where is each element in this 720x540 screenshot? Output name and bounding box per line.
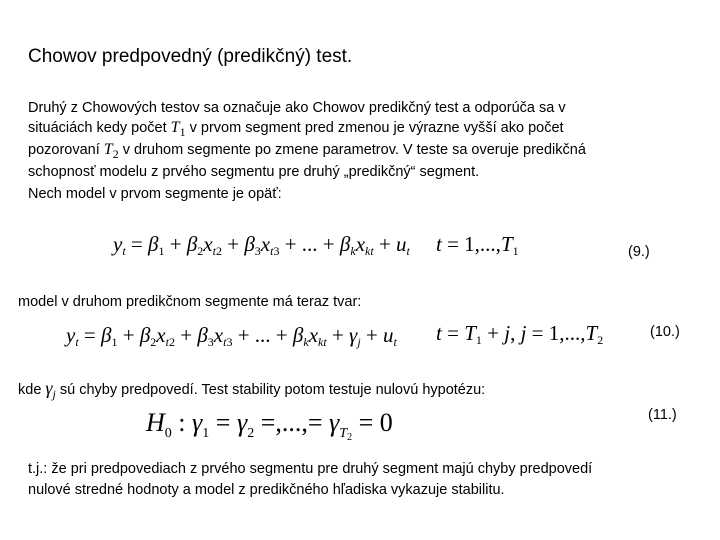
paragraph-line-3b: v druhom segmente po zmene parametrov. V teste sa overuje predikčná bbox=[122, 142, 586, 158]
kde-text: sú chyby predpovedí. Test stability potom testuje nulovú hypotézu: bbox=[59, 382, 486, 398]
equation-9-number: (9.) bbox=[628, 244, 650, 260]
equation-10-number: (10.) bbox=[650, 324, 680, 340]
symbol-gamma-j: $\gamma_j$ bbox=[45, 378, 56, 401]
text-model-second-segment: model v druhom predikčnom segmente má teraz tvar: bbox=[18, 294, 362, 310]
symbol-T2: $T_2$ bbox=[103, 141, 119, 161]
paragraph-line-2 bbox=[28, 118, 564, 138]
paragraph-line-2a: situáciách kedy počet bbox=[28, 120, 167, 136]
paragraph-line-1: Druhý z Chowových testov sa označuje ako Chowov predikčný test a odporúča sa v bbox=[28, 100, 566, 116]
symbol-T1: $T_1$ bbox=[170, 119, 186, 139]
equation-9-range: $t = 1,...,T_1$ bbox=[436, 232, 519, 258]
equation-9: $y_t = \beta_1 + \beta_2x_{t2} + \beta_3x_{t3}$ + ... + $\beta_kx_{kt} + u_t$ bbox=[113, 232, 410, 258]
equation-10: $y_t = \beta_1 + \beta_2x_{t2} + \beta_3x_{t3}$ + ... + $\beta_kx_{kt} + \gamma_j + u_t$ bbox=[66, 323, 397, 349]
equation-11: $H_0$ : $\gamma_1 = \gamma_2$ =,...,= $\gamma_{T_2} = 0$ bbox=[146, 408, 393, 443]
conclusion-line-1: t.j.: že pri predpovediach z prvého segmentu pre druhý segment majú chyby predpovedí bbox=[28, 461, 593, 477]
paragraph-line-3 bbox=[28, 140, 586, 160]
paragraph-line-3a: pozorovaní bbox=[28, 142, 100, 158]
paragraph-line-2b: v prvom segment pred zmenou je výrazne vyšší ako počet bbox=[189, 120, 564, 136]
equation-10-range: $t = T_1 + j$, $j = 1,...,T_2$ bbox=[436, 321, 604, 347]
paragraph-line-4: schopnosť modelu z prvého segmentu pre druhý „predikčný“ segment. bbox=[28, 164, 480, 180]
equation-11-number: (11.) bbox=[648, 407, 677, 423]
paragraph-line-5: Nech model v prvom segmente je opäť: bbox=[28, 186, 282, 202]
page-title: Chowov predpovedný (predikčný) test. bbox=[28, 46, 353, 67]
kde-word: kde bbox=[18, 382, 42, 398]
conclusion-line-2: nulové stredné hodnoty a model z predikčného hľadiska vykazuje stabilitu. bbox=[28, 482, 505, 498]
kde-line bbox=[18, 378, 485, 400]
